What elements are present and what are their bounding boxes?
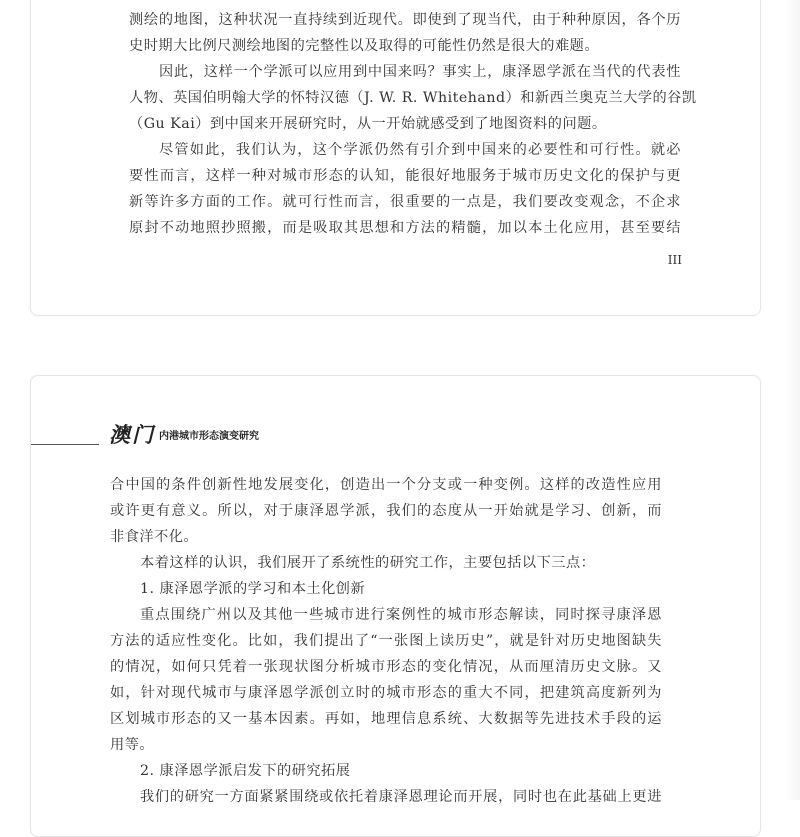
- text-line: 测绘的地图，这种状况一直持续到近现代。即使到了现当代，由于种种原因，各个历: [129, 12, 681, 28]
- body-text: [129, 7, 697, 241]
- header-title-main: 澳门: [109, 422, 155, 447]
- viewer-scroll-area[interactable]: [786, 0, 800, 800]
- text-line: 区划城市形态的又一基本因素。再如，地理信息系统、大数据等先进技术手段的运: [110, 711, 662, 727]
- text-line: 我们的研究一方面紧紧围绕或依托着康泽恩理论而开展，同时也在此基础上更进: [140, 789, 662, 805]
- text-line: 合中国的条件创新性地发展变化，创造出一个分支或一种变例。这样的改造性应用: [110, 477, 662, 493]
- text-line: 新等许多方面的工作。就可行性而言，很重要的一点是，我们要改变观念，不企求: [129, 194, 681, 210]
- body-text: [110, 472, 662, 810]
- text-line: 尽管如此，我们认为，这个学派仍然有引介到中国来的必要性和可行性。就必: [159, 142, 681, 158]
- text-line: 因此，这样一个学派可以应用到中国来吗？事实上，康泽恩学派在当代的代表性: [159, 64, 681, 80]
- header-title-sub: 内港城市形态演变研究: [159, 431, 259, 442]
- text-line: 方法的适应性变化。比如，我们提出了“一张图上读历史”，就是针对历史地图缺失: [110, 633, 662, 649]
- page-number: III: [667, 253, 682, 267]
- text-line: 原封不动地照抄照搬，而是吸取其思想和方法的精髓，加以本土化应用，甚至要结: [129, 220, 681, 236]
- book-page-bottom: [30, 375, 761, 837]
- text-line: 要性而言，这样一种对城市形态的认知，能很好地服务于城市历史文化的保护与更: [129, 168, 681, 184]
- text-line: 或许更有意义。所以，对于康泽恩学派，我们的态度从一开始就是学习、创新，而: [110, 503, 662, 519]
- text-line: 本着这样的认识，我们展开了系统性的研究工作，主要包括以下三点：: [140, 555, 596, 571]
- header-rule: [31, 444, 99, 445]
- running-header: [109, 423, 259, 447]
- text-line: 非食洋不化。: [110, 529, 199, 545]
- section-heading: 2. 康泽恩学派启发下的研究拓展: [140, 763, 351, 779]
- section-heading: 1. 康泽恩学派的学习和本土化创新: [140, 581, 366, 597]
- book-page-top: [30, 0, 761, 316]
- text-line: 用等。: [110, 737, 155, 753]
- text-line: 的情况，如何只凭着一张现状图分析城市形态的变化情况，从而厘清历史文脉。又: [110, 659, 662, 675]
- text-line: 如，针对现代城市与康泽恩学派创立时的城市形态的重大不同，把建筑高度新列为: [110, 685, 662, 701]
- text-line: 重点围绕广州以及其他一些城市进行案例性的城市形态解读，同时探寻康泽恩: [140, 607, 662, 623]
- text-line: （Gu Kai）到中国来开展研究时，从一开始就感受到了地图资料的问题。: [129, 116, 607, 132]
- text-line: 史时期大比例尺测绘地图的完整性以及取得的可能性仍然是很大的难题。: [129, 38, 600, 54]
- text-line: 人物、英国伯明翰大学的怀特汉德（J. W. R. Whitehand）和新西兰奥克兰大学的谷凯: [129, 90, 697, 106]
